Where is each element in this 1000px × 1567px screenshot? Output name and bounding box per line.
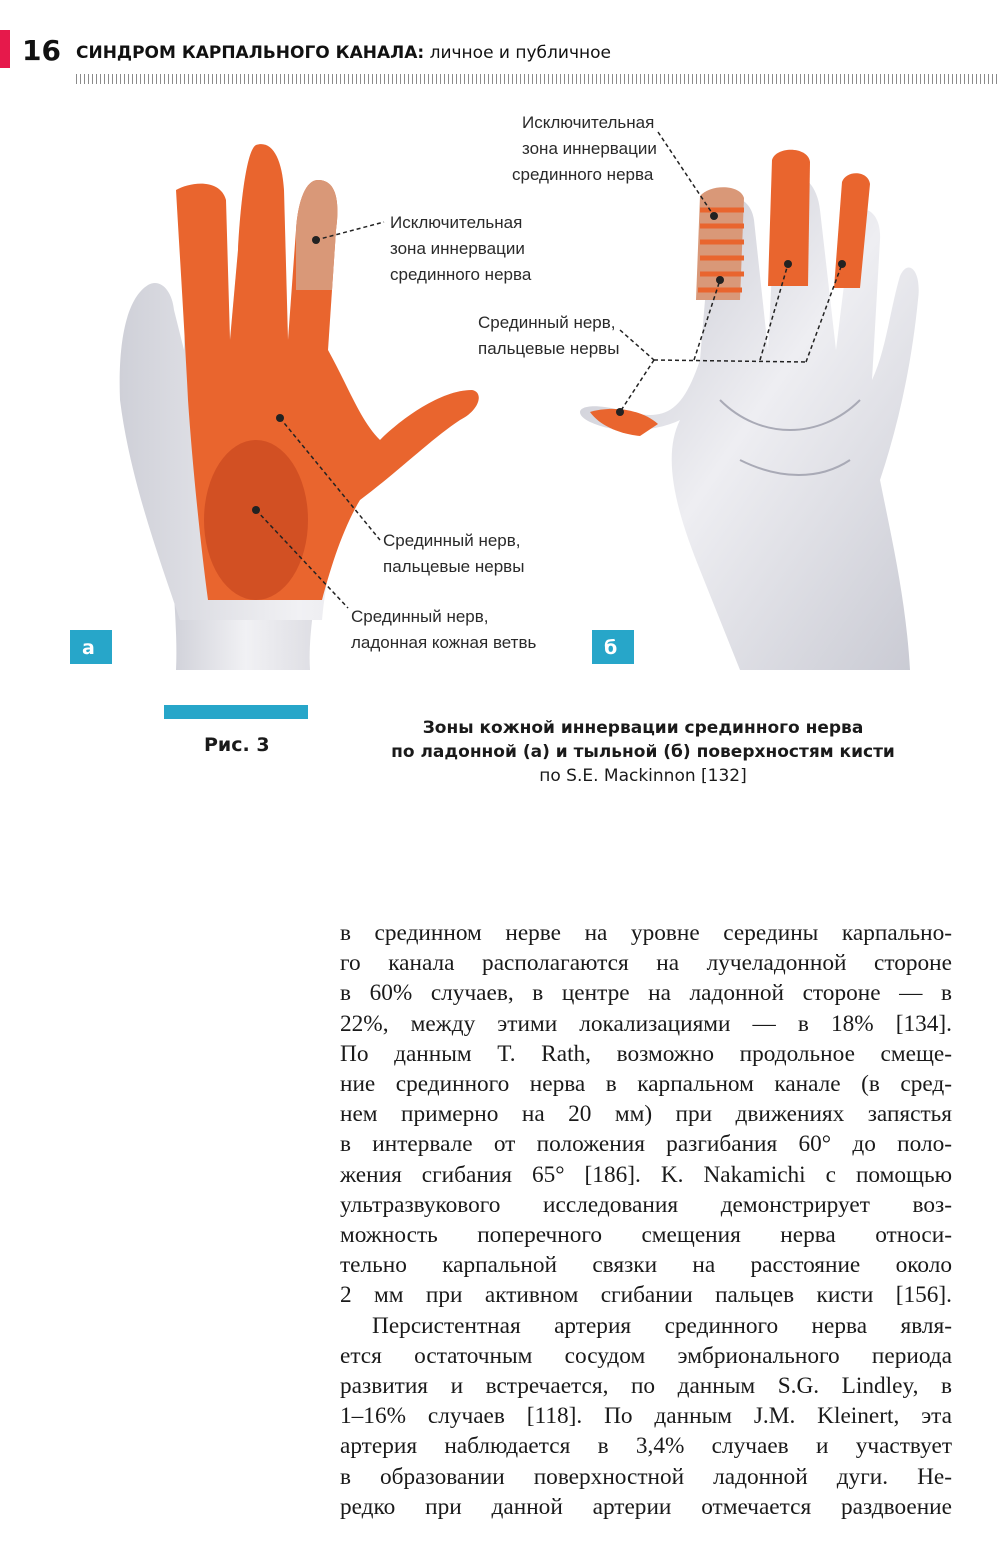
palm-exclusive-zone [296, 180, 337, 290]
para2-line: ется остаточным сосудом эмбрионального периода [340, 1342, 952, 1369]
panel-a-badge-label: a [82, 637, 95, 659]
caption-line-2-b: (б) [663, 742, 691, 762]
para2-line: 1–16% случаев [118]. По данным J.M. Kleinert, эта [340, 1403, 952, 1430]
para2-line: редко при данной артерии отмечается раздвоение [340, 1493, 952, 1520]
para2-line: Персистентная артерия срединного нерва явля- [372, 1312, 952, 1339]
caption-line-2-pre: по ладонной [391, 742, 523, 762]
panel-a-label-palmar-2: ладонная кожная ветвь [351, 633, 537, 652]
para2-line: в образовании поверхностной ладонной дуги. Не- [340, 1463, 952, 1490]
caption-line-2-a: (а) [522, 742, 550, 762]
running-title [76, 43, 611, 63]
caption-line-3 [388, 766, 898, 786]
para1-line: в срединном нерве на уровне середины карпально- [340, 920, 952, 946]
caption-line-3-text: по S.E. Mackinnon [132] [539, 766, 747, 786]
paragraph-2 [340, 1311, 952, 1522]
para1-line: в интервале от положения разгибания 60° до поло- [340, 1131, 952, 1158]
caption-accent-bar [164, 705, 308, 719]
para1-line: По данным T. Rath, возможно продольное смеще- [340, 1040, 952, 1067]
running-title-bold: СИНДРОМ КАРПАЛЬНОГО КАНАЛА: [76, 43, 425, 63]
panel-b-label-exclusive-2: зона иннервации [522, 139, 657, 158]
para1-line: 22%, между этими локализациями — в 18% [134]. [340, 1010, 952, 1037]
hand-innervation-figure [60, 100, 940, 680]
panel-a-label-palmar-1: Срединный нерв, [351, 607, 489, 626]
para1-line: 2 мм при активном сгибании пальцев кисти [156]. [340, 1282, 952, 1309]
page-number: 16 [22, 34, 61, 67]
para1-line: ультразвукового исследования демонстрирует воз- [340, 1191, 952, 1218]
panel-b-label-digital-2: пальцевые нервы [478, 339, 620, 358]
panel-a-label-digital-2: пальцевые нервы [383, 557, 525, 576]
figure-number: Рис. 3 [204, 734, 270, 756]
page-edge-marker [0, 30, 10, 68]
panel-a-label-digital-1: Срединный нерв, [383, 531, 521, 550]
para1-line: го канала располагаются на лучеладонной стороне [340, 950, 952, 977]
caption-line-2-mid: и тыльной [549, 742, 664, 762]
para1-line: нем примерно на 20 мм) при движениях запястья [340, 1101, 952, 1128]
para1-line: в 60% случаев, в центре на ладонной стороне — в [340, 980, 952, 1007]
paragraph-1 [340, 918, 952, 1311]
para1-line: тельно карпальной связки на расстояние около [340, 1252, 952, 1279]
para1-line: можность поперечного смещения нерва относи- [340, 1222, 952, 1249]
panel-a-label-exclusive-2: зона иннервации [390, 239, 525, 258]
caption-line-2-post: поверхностям кисти [690, 742, 895, 762]
panel-b-label-exclusive-1: Исключительная [522, 113, 655, 132]
caption-line-1-text: Зоны кожной иннервации срединного нерва [422, 718, 864, 738]
panel-b-badge-label: б [604, 637, 618, 659]
para2-line: артерия наблюдается в 3,4% случаев и участвует [340, 1433, 952, 1460]
panel-a-label-exclusive-3: срединного нерва [390, 265, 532, 284]
caption-line-2 [388, 742, 898, 762]
panel-a-label-exclusive-1: Исключительная [390, 213, 523, 232]
para1-line: ние срединного нерва в карпальном канале (в сред- [340, 1071, 952, 1098]
caption-line-1 [388, 718, 898, 738]
panel-b-label-exclusive-3: срединного нерва [512, 165, 654, 184]
header-rule [76, 74, 1000, 84]
panel-b-label-digital-1: Срединный нерв, [478, 313, 616, 332]
palm-cutaneous-branch-zone [204, 440, 308, 600]
para2-line: развития и встречается, по данным S.G. Lindley, в [340, 1373, 952, 1400]
running-title-rest: личное и публичное [424, 43, 611, 63]
body-text [340, 918, 952, 1522]
para1-line: жения сгибания 65° [186]. K. Nakamichi с помощью [340, 1161, 952, 1188]
